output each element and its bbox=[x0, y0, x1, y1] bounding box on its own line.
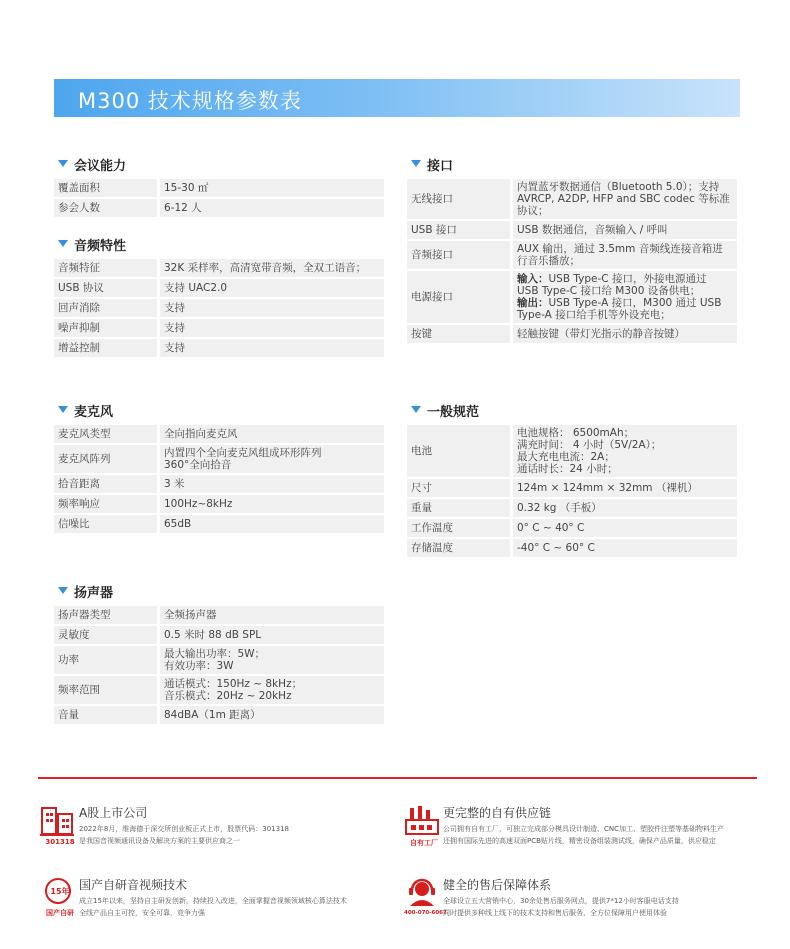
icon-caption: 自有工厂 bbox=[410, 839, 438, 847]
spec-value: 65dB bbox=[160, 515, 384, 533]
factory-icon bbox=[404, 804, 440, 854]
spec-value: 电池规格： 6500mAh； 满充时间： 4 小时（5V/2A）； 最大充电电流：2A； 通话时长：24 小时； bbox=[513, 425, 737, 477]
spec-value: 内置蓝牙数据通信（Bluetooth 5.0）；支持 AVRCP, A2DP, HFP and SBC codec 等标准 协议； bbox=[513, 179, 737, 219]
badge-icon bbox=[40, 876, 76, 926]
spec-value: 支持 bbox=[160, 299, 384, 317]
spec-value: 支持 bbox=[160, 319, 384, 337]
section-header bbox=[407, 400, 737, 420]
table-row bbox=[54, 319, 384, 337]
spec-value: 内置四个全向麦克风组成环形阵列 360°全向拾音 bbox=[160, 445, 384, 473]
section-title: 一般规范 bbox=[427, 405, 480, 420]
title-banner bbox=[54, 79, 740, 117]
section-title: 接口 bbox=[427, 159, 454, 174]
table-row bbox=[54, 259, 384, 277]
section-header bbox=[54, 234, 384, 254]
table-row bbox=[407, 221, 737, 239]
table-row bbox=[54, 626, 384, 644]
spec-key: 信噪比 bbox=[54, 515, 160, 533]
table-row bbox=[54, 199, 384, 217]
spec-key: USB 接口 bbox=[407, 221, 513, 239]
spec-table bbox=[54, 423, 384, 535]
spec-key: 频率响应 bbox=[54, 495, 160, 513]
output-value: USB Type-A 接口，M300 通过 USB Type-A 接口给手机等外设充电； bbox=[517, 297, 722, 321]
spec-key: 音频特征 bbox=[54, 259, 160, 277]
section-title: 音频特性 bbox=[74, 239, 127, 254]
spec-value: 6-12 人 bbox=[160, 199, 384, 217]
section-header bbox=[54, 400, 384, 420]
spec-value bbox=[513, 271, 737, 323]
spec-key: 重量 bbox=[407, 499, 513, 517]
table-row bbox=[54, 475, 384, 493]
table-row bbox=[407, 325, 737, 343]
spec-value: 100Hz~8kHz bbox=[160, 495, 384, 513]
feature-description: 2022年8月，维海德于深交所创业板正式上市，股票代码：301318 是我国音视频通讯设备及解决方案的主要供应商之一 bbox=[79, 825, 289, 845]
table-row bbox=[407, 241, 737, 269]
section-header bbox=[407, 154, 737, 174]
badge-text: 15年 bbox=[50, 887, 70, 896]
spec-value: 0° C ~ 40° C bbox=[513, 519, 737, 537]
section-speaker bbox=[54, 581, 384, 726]
table-row bbox=[54, 299, 384, 317]
spec-value: USB 数据通信，音频输入 / 呼叫 bbox=[513, 221, 737, 239]
page-title: M300 技术规格参数表 bbox=[78, 89, 302, 113]
spec-value: 轻触按键（带灯光指示的静音按键） bbox=[513, 325, 737, 343]
spec-value: 通话模式：150Hz ~ 8kHz； 音乐模式：20Hz ~ 20kHz bbox=[160, 676, 384, 704]
table-row bbox=[407, 425, 737, 477]
feature-title: 健全的售后保障体系 bbox=[443, 878, 552, 892]
feature-rnd bbox=[40, 876, 390, 926]
table-row bbox=[54, 706, 384, 724]
spec-value: AUX 输出，通过 3.5mm 音频线连接音箱进 行音乐播放； bbox=[513, 241, 737, 269]
icon-caption: 301318 bbox=[45, 838, 75, 846]
section-audio bbox=[54, 234, 384, 359]
input-label: 输入： bbox=[517, 273, 549, 285]
spec-key: 电池 bbox=[407, 425, 513, 477]
feature-supply bbox=[404, 804, 754, 854]
table-row bbox=[54, 646, 384, 674]
spec-key: 参会人数 bbox=[54, 199, 160, 217]
spec-key: 覆盖面积 bbox=[54, 179, 160, 197]
feature-description: 全球设立五大营销中心，30余处售后服务网点，提供7*12小时客服电话支持 同时提供多种线上线下的技术支持和售后服务，全方位保障用户使用体验 bbox=[443, 897, 679, 917]
section-mic bbox=[54, 400, 384, 535]
footer-divider bbox=[38, 777, 757, 779]
section-interface bbox=[407, 154, 737, 345]
spec-key: 麦克风阵列 bbox=[54, 445, 160, 473]
spec-table bbox=[407, 177, 737, 345]
input-value: USB Type-C 接口，外接电源通过 USB Type-C 接口给 M300 设备供电； bbox=[517, 273, 707, 297]
section-title: 麦克风 bbox=[74, 405, 114, 420]
spec-table bbox=[407, 423, 737, 559]
table-row bbox=[54, 179, 384, 197]
output-label: 输出： bbox=[517, 297, 549, 309]
spec-key: 按键 bbox=[407, 325, 513, 343]
spec-value: 全频扬声器 bbox=[160, 606, 384, 624]
feature-title: 更完整的自有供应链 bbox=[443, 806, 552, 820]
spec-key: 功率 bbox=[54, 646, 160, 674]
table-row bbox=[54, 445, 384, 473]
spec-key: 尺寸 bbox=[407, 479, 513, 497]
spec-key: 音量 bbox=[54, 706, 160, 724]
spec-key: 频率范围 bbox=[54, 676, 160, 704]
spec-key: 麦克风类型 bbox=[54, 425, 160, 443]
icon-caption: 400-070-6067 bbox=[404, 910, 447, 916]
spec-key: 拾音距离 bbox=[54, 475, 160, 493]
spec-key: USB 协议 bbox=[54, 279, 160, 297]
table-row bbox=[54, 606, 384, 624]
spec-table bbox=[54, 604, 384, 726]
spec-value: 124m × 124mm × 32mm （裸机） bbox=[513, 479, 737, 497]
section-header bbox=[54, 154, 384, 174]
triangle-down-icon bbox=[58, 240, 68, 247]
section-meeting bbox=[54, 154, 384, 219]
table-row bbox=[407, 519, 737, 537]
headset-icon bbox=[404, 876, 447, 926]
triangle-down-icon bbox=[58, 406, 68, 413]
spec-key: 音频接口 bbox=[407, 241, 513, 269]
feature-service bbox=[404, 876, 754, 926]
spec-value: 32K 采样率，高清宽带音频，全双工语音； bbox=[160, 259, 384, 277]
building-icon bbox=[40, 804, 76, 854]
spec-key: 存储温度 bbox=[407, 539, 513, 557]
spec-key: 无线接口 bbox=[407, 179, 513, 219]
feature-title: 国产自研音视频技术 bbox=[79, 878, 188, 892]
spec-value: 0.5 米时 88 dB SPL bbox=[160, 626, 384, 644]
table-row bbox=[54, 676, 384, 704]
table-row bbox=[407, 499, 737, 517]
spec-value: -40° C ~ 60° C bbox=[513, 539, 737, 557]
table-row bbox=[407, 479, 737, 497]
table-row bbox=[407, 179, 737, 219]
triangle-down-icon bbox=[58, 160, 68, 167]
triangle-down-icon bbox=[58, 587, 68, 594]
spec-key: 灵敏度 bbox=[54, 626, 160, 644]
spec-key: 噪声抑制 bbox=[54, 319, 160, 337]
feature-listed bbox=[40, 804, 390, 854]
spec-key: 扬声器类型 bbox=[54, 606, 160, 624]
section-general bbox=[407, 400, 737, 559]
spec-value: 15-30 ㎡ bbox=[160, 179, 384, 197]
section-title: 扬声器 bbox=[74, 586, 114, 601]
spec-value: 3 米 bbox=[160, 475, 384, 493]
table-row bbox=[407, 539, 737, 557]
spec-value: 最大输出功率：5W； 有效功率：3W bbox=[160, 646, 384, 674]
table-row bbox=[54, 425, 384, 443]
spec-value: 支持 bbox=[160, 339, 384, 357]
spec-key: 工作温度 bbox=[407, 519, 513, 537]
spec-key: 回声消除 bbox=[54, 299, 160, 317]
spec-value: 84dBA（1m 距离） bbox=[160, 706, 384, 724]
icon-caption: 国产自研 bbox=[46, 909, 74, 917]
spec-table bbox=[54, 177, 384, 219]
table-row bbox=[54, 515, 384, 533]
table-row bbox=[54, 279, 384, 297]
spec-value: 支持 UAC2.0 bbox=[160, 279, 384, 297]
section-title: 会议能力 bbox=[74, 159, 127, 174]
feature-description: 公司拥有自有工厂，可独立完成部分模具设计制造、CNC加工、塑胶件注塑等基础物料生产 还拥有国际先进的高速双面PCB贴片线，精密设备组装测试线，确保产品质量，供应稳定 bbox=[443, 825, 725, 845]
table-row bbox=[54, 339, 384, 357]
section-header bbox=[54, 581, 384, 601]
triangle-down-icon bbox=[411, 406, 421, 413]
table-row bbox=[54, 495, 384, 513]
feature-title: A股上市公司 bbox=[79, 806, 148, 820]
spec-key: 电源接口 bbox=[407, 271, 513, 323]
triangle-down-icon bbox=[411, 160, 421, 167]
spec-value: 0.32 kg （手板） bbox=[513, 499, 737, 517]
spec-key: 增益控制 bbox=[54, 339, 160, 357]
spec-value: 全向指向麦克风 bbox=[160, 425, 384, 443]
feature-description: 成立15年以来，坚持自主研发创新，持续投入改进，全面掌握音视频领域核心算法技术 全线产品自主可控，安全可靠，竞争力强 bbox=[79, 897, 347, 917]
table-row bbox=[407, 271, 737, 323]
spec-table bbox=[54, 257, 384, 359]
